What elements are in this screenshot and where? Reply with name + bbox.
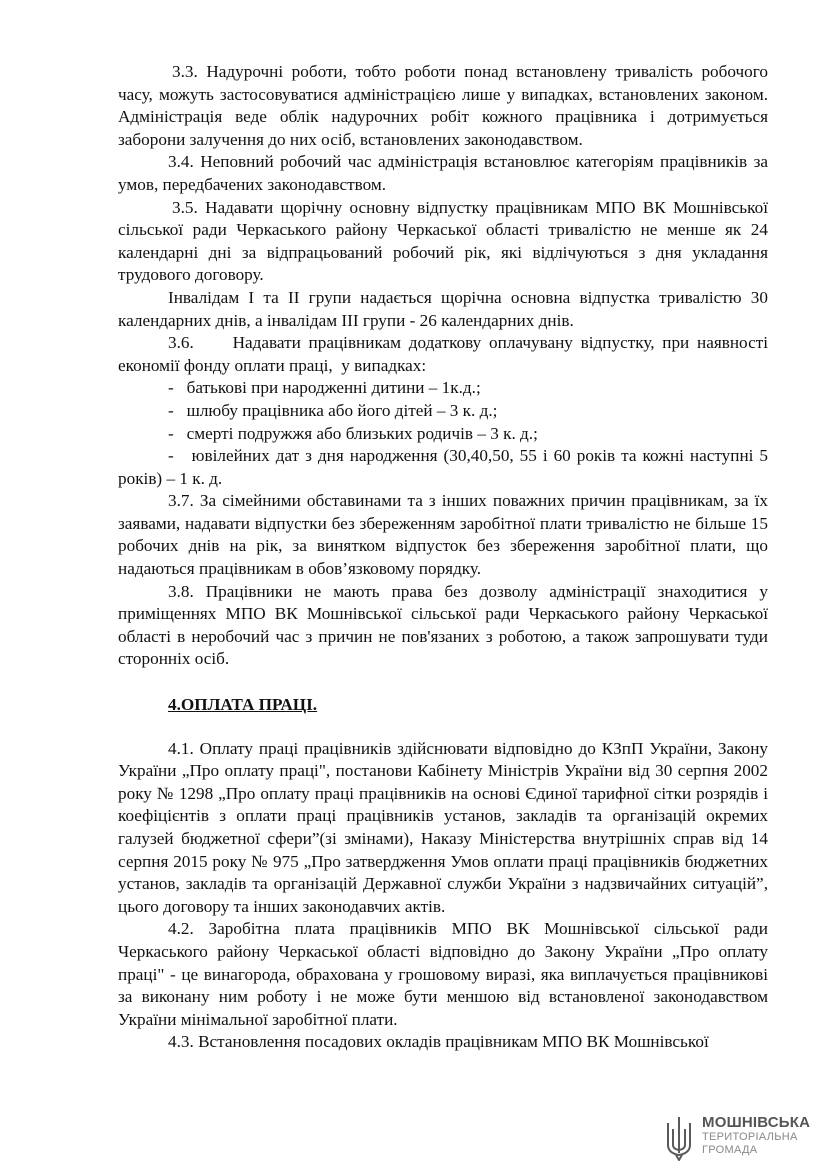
watermark-title: МОШНІВСЬКА (702, 1114, 811, 1131)
list-item-jubilee: - ювілейних дат з дня народження (30,40,50, 55 і 60 років та кожні наступні 5 років) – 1 к. д. (118, 446, 773, 488)
community-watermark (664, 1113, 814, 1163)
watermark-subtitle-1: ТЕРИТОРІАЛЬНА (702, 1131, 798, 1143)
list-item-marriage: - шлюбу працівника або його дітей – 3 к. д.; (168, 400, 498, 420)
paragraph-3-4: 3.4. Неповний робочий час адміністрація встановлює категоріям працівників за умов, передбачених законодавством. (118, 152, 768, 194)
paragraph-3-7: 3.7. За сімейними обставинами та з інших поважних причин працівникам, за їх заявами, надавати відпустки без збереженням заробітної плати тривалістю не більше 15 робочих днів на рік, за винятком відпусток без збереження заробітної плати, що надаються працівникам в обов’язковому порядку. (118, 491, 768, 579)
paragraph-4-2: 4.2. Заробітна плата працівників МПО ВК Мошнівської сільської ради Черкаського району Черкаської області відповідно до Закону України „Про оплату праці" - це винагорода, обрахована у грошовому виразі, яка виплачується працівникові за виконану ним роботу і не може бути меншою від встановленої законодавством України мінімальної заробітної плати. (118, 919, 768, 1029)
paragraph-3-8: 3.8. Працівники не мають права без дозволу адміністрації знаходитися у приміщеннях МПО ВК Мошнівської сільської ради Черкаського району Черкаської області в неробочий час з причин не пов'язаних з роботою, а також запрошувати туди сторонніх осіб. (118, 581, 768, 669)
list-item-death: - смерті подружжя або близьких родичів – 3 к. д.; (168, 423, 538, 443)
paragraph-3-6: 3.6. Надавати працівникам додаткову оплачувану відпустку, при наявності економії фонду оплати праці, у випадках: (118, 333, 773, 375)
watermark-text (702, 1115, 810, 1156)
watermark-subtitle-2: ГРОМАДА (702, 1143, 758, 1156)
tryzub-icon (664, 1115, 694, 1161)
document-body (118, 61, 773, 1054)
paragraph-4-1: 4.1. Оплату праці працівників здійснювати відповідно до КЗпП України, Закону України „Про оплату праці", постанови Кабінету Міністрів України від 30 серпня 2002 року № 1298 „Про оплату праці працівників на основі Єдиної тарифної сітки розрядів і коефіцієнтів з оплати праці працівників установ, закладів та організацій окремих галузей бюджетної сфери”(зі змінами), Наказу Міністерства внутрішніх справ від 14 серпня 2015 року № 975 „Про затвердження Умов оплати праці працівників бюджетних установ, закладів та організацій Державної служби України з надзвичайних ситуацій”, цього договору та інших законодавчих актів. (118, 738, 768, 916)
paragraph-disability-leave: Інвалідам І та ІІ групи надається щорічна основна відпустка тривалістю 30 календарних днів, а інвалідам ІІІ групи - 26 календарних днів. (118, 287, 768, 330)
list-item-birth: - батькові при народженні дитини – 1к.д.; (168, 378, 481, 398)
paragraph-4-3: 4.3. Встановлення посадових окладів працівникам МПО ВК Мошнівської (168, 1032, 709, 1052)
paragraph-3-3: 3.3. Надурочні роботи, тобто роботи понад встановлену тривалість робочого часу, можуть застосовуватися адміністрацією лише у випадках, встановлених законом. Адміністрація веде облік надурочних робіт кожного працівника і дотримується заборони залучення до них осіб, встановлених законодавством. (118, 62, 768, 149)
section-heading: 4.ОПЛАТА ПРАЦІ. (168, 695, 318, 715)
paragraph-3-5: 3.5. Надавати щорічну основну відпустку працівникам МПО ВК Мошнівської сільської ради Черкаського району Черкаської області тривалістю не менше як 24 календарні дні за відпрацьований робочий рік, які відлічуються з дня укладання трудового договору. (118, 197, 768, 285)
